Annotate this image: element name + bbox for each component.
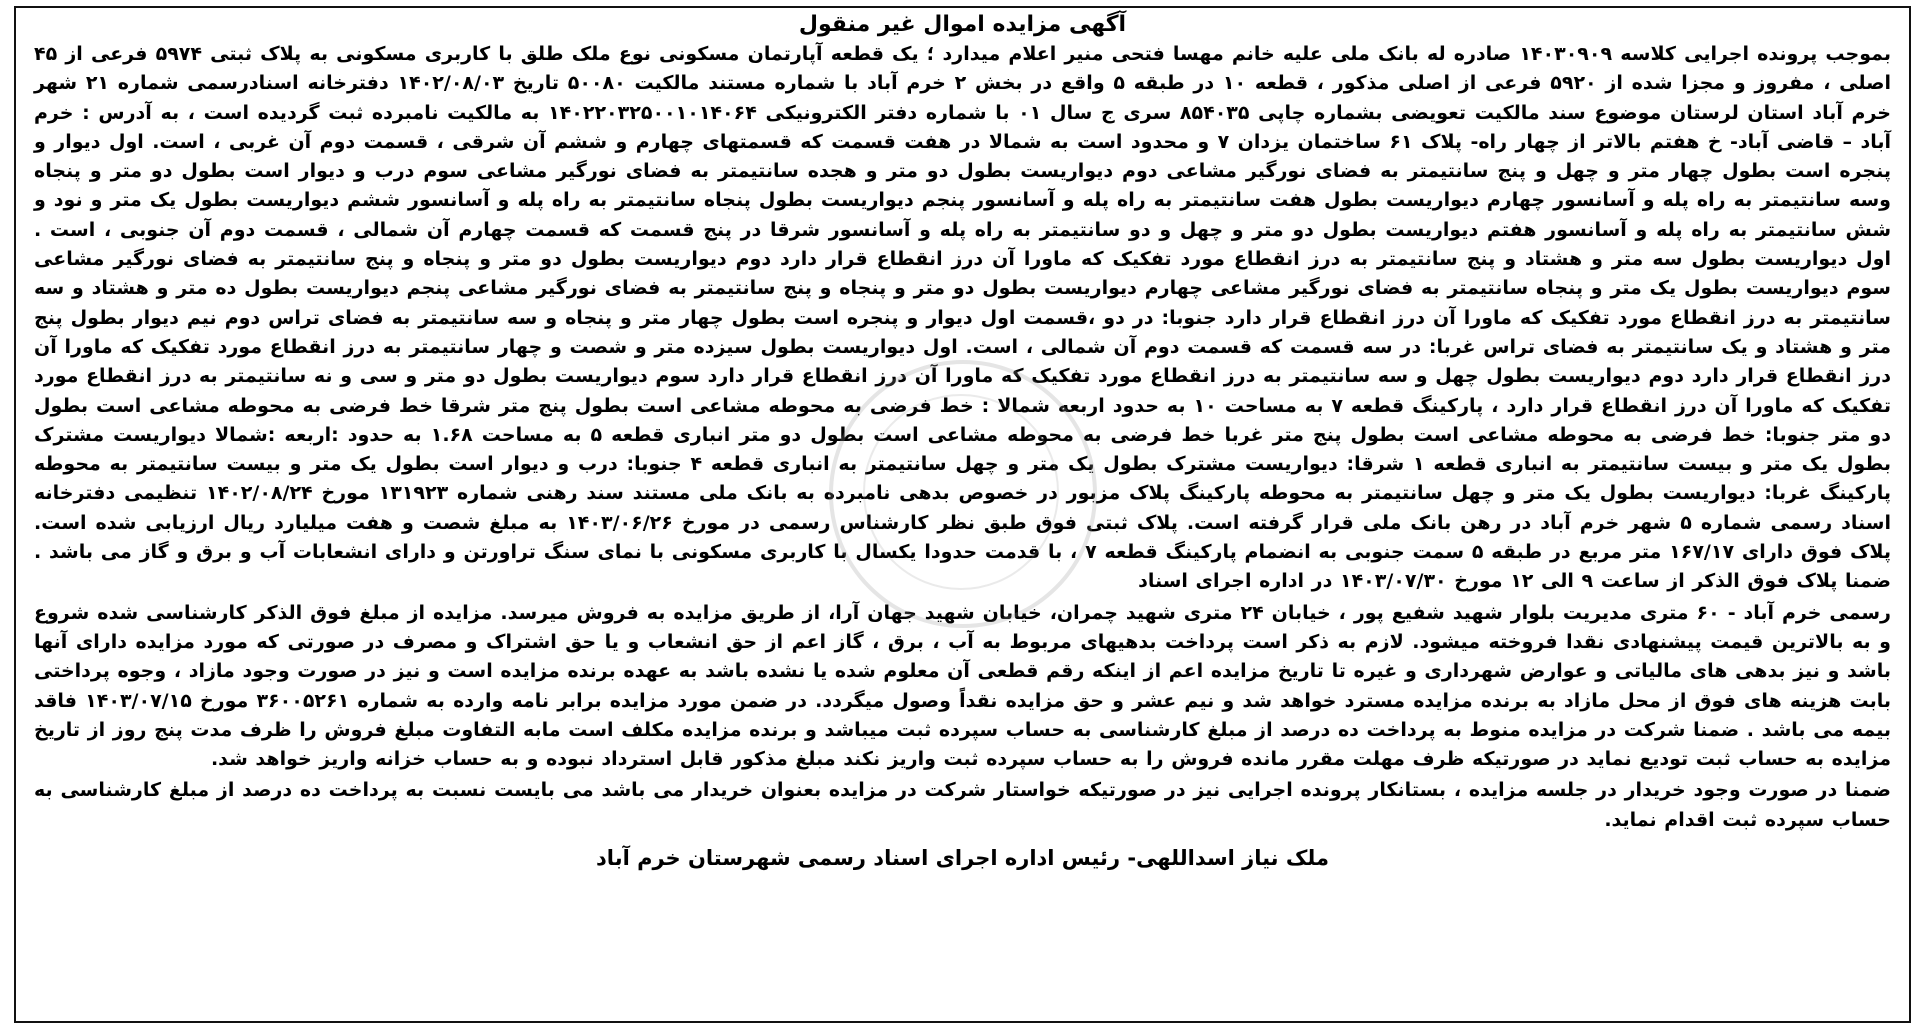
notice-title: آگهی مزایده اموال غیر منقول	[798, 12, 1127, 37]
notice-paragraph-conditions: رسمی خرم آباد - ۶۰ متری مدیریت بلوار شهید شفیع پور ، خیابان ۲۴ متری شهید چمران، خیابان شهید جهان آرا، از طریق مزایده به فروش میرسد. مزایده از مبلغ فوق الذکر کارشناسی شده شروع و به بالاترین قیمت پیشنهادی نقدا فروخته میشود. لازم به ذکر است پرداخت بدهیهای مربوط به آب ، برق ، گاز اعم از حق انشعاب و یا حق اشتراک و مصرف در صورتی که مورد مزایده دارای آنها باشد و نیز بدهی های مالیاتی و عوارض شهرداری و غیره تا تاریخ مزایده اعم از اینکه رقم قطعی آن معلوم شده یا نشده باشد به عهده برنده مزایده است و نیز در صورت وجود مازاد ، وجوه پرداختی بابت هزینه های فوق از محل مازاد به برنده مزایده مسترد خواهد شد و نیم عشر و حق مزایده نقداً وصول میگردد. در ضمن مورد مزایده برابر نامه وارده به شماره ۳۶۰۰۵۲۶۱ مورخ ۱۴۰۳/۰۷/۱۵ فاقد بیمه می باشد . ضمنا شرکت در مزایده منوط به پرداخت ده درصد از مبلغ کارشناسی به حساب سپرده ثبت میباشد و برنده مزایده مکلف است مابه التفاوت مبلغ فروش را ظرف مدت پنج روز از تاریخ مزایده به حساب ثبت تودیع نماید در صورتیکه ظرف مهلت مقرر مانده فروش را به حساب سپرده ثبت واریز نکند مبلغ مذکور قابل استرداد نبوده و به حساب خزانه واریز خواهد شد.	[34, 601, 1891, 771]
notice-paragraph-property: بموجب پرونده اجرایی کلاسه ۱۴۰۳۰۹۰۹ صادره له بانک ملی علیه خانم مهسا فتحی منیر اعلام میدارد ؛ یک قطعه آپارتمان مسکونی نوع ملک طلق با کاربری مسکونی به پلاک ثبتی ۵۹۷۴ فرعی از ۴۵ اصلی ، مفروز و مجزا شده از ۵۹۲۰ فرعی از اصلی مذکور ، قطعه ۱۰ در طبقه ۵ واقع در بخش ۲ خرم آباد با شماره مستند مالکیت ۵۰۰۸۰ تاریخ ۱۴۰۲/۰۸/۰۳ دفترخانه اسنادرسمی شماره ۲۱ شهر خرم آباد استان لرستان موضوع سند مالکیت تعویضی بشماره چاپی ۸۵۴۰۳۵ سری ج سال ۰۱ با شماره دفتر الکترونیکی ۱۴۰۲۲۰۳۲۵۰۰۱۰۱۴۰۶۴ به مالکیت نامبرده ثبت گردیده است ، به آدرس : خرم آباد – قاضی آباد- خ هفتم بالاتر از چهار راه- پلاک ۶۱ ساختمان یزدان ۷ و محدود است به شمالا در هفت قسمت که قسمتهای چهارم و ششم آن شرقی ، قسمت دوم آن غربی ، است. اول دیوار و پنجره است بطول چهار متر و چهل و پنج سانتیمتر به فضای نورگیر مشاعی دوم دیواریست بطول دو متر و هجده سانتیمتر به فضای نورگیر مشاعی سوم درب و دیوار است بطول دو متر و پنجاه وسه سانتیمتر به راه پله و آسانسور چهارم دیواریست بطول هفت سانتیمتر به راه پله و آسانسور پنجم دیواریست بطول پنجاه سانتیمتر به راه پله و آسانسور ششم دیواریست بطول یک متر و نود و شش سانتیمتر به راه پله و آسانسور هفتم دیواریست بطول دو متر و چهل و دو سانتیمتر به راه پله و آسانسور شرقا در پنج قسمت که قسمت چهارم آن شمالی ، قسمت دوم آن جنوبی ، است . اول دیواریست بطول سه متر و هشتاد و پنج سانتیمتر به درز انقطاع مورد تفکیک که ماورا آن درز انقطاع قرار دارد دوم دیواریست بطول دو متر و پنجاه و پنج سانتیمتر به فضای نورگیر مشاعی سوم دیواریست بطول یک متر و پنجاه سانتیمتر به فضای نورگیر مشاعی چهارم دیواریست بطول دو متر و پنجاه و پنج سانتیمتر به فضای نورگیر مشاعی پنجم دیواریست بطول ده متر و هشتاد و سه سانتیمتر به درز انقطاع مورد تفکیک که ماورا آن درز انقطاع قرار دارد جنوبا: در دو ،قسمت اول دیوار و پنجره است بطول چهار متر و پنجاه و سه سانتیمتر به فضای تراس دوم نیم دیوار بطول پنج متر و هشتاد و یک سانتیمتر به فضای تراس غربا: در سه قسمت که قسمت دوم آن شمالی ، است. اول دیواریست بطول سیزده متر و شصت و چهار سانتیمتر به درز انقطاع مورد تفکیک که ماورا آن درز انقطاع قرار دارد دوم دیواریست بطول چهل و سه سانتیمتر به درز انقطاع مورد تفکیک که ماورا آن درز انقطاع قرار دارد سوم دیواریست بطول دو متر و سی و نه سانتیمتر به درز انقطاع مورد تفکیک که ماورا آن درز انقطاع قرار دارد ، پارکینگ قطعه ۷ به مساحت ۱۰ به حدود اربعه شمالا : خط فرضی به محوطه مشاعی است بطول پنج متر شرقا خط فرضی به محوطه مشاعی است بطول دو متر جنوبا: خط فرضی به محوطه مشاعی است بطول پنج متر غربا خط فرضی به محوطه مشاعی است بطول دو متر انباری قطعه ۵ به مساحت ۱.۶۸ به حدود :اربعه :شمالا دیواریست مشترک بطول یک متر و بیست سانتیمتر به انباری قطعه ۱ شرقا: دیواریست مشترک بطول یک متر و چهل سانتیمتر به انباری قطعه ۴ جنوبا: درب و دیوار است بطول یک متر و بیست سانتیمتر به محوطه پارکینگ غربا: دیواریست بطول یک متر و چهل سانتیمتر به محوطه پارکینگ پلاک مزبور در خصوص بدهی نامبرده به بانک ملی مستند سند رهنی شماره ۱۳۱۹۲۳ مورخ ۱۴۰۲/۰۸/۲۴ تنظیمی دفترخانه اسناد رسمی شماره ۵ شهر خرم آباد در رهن بانک ملی قرار گرفته است. پلاک ثبتی فوق طبق نظر کارشناس رسمی در مورخ ۱۴۰۳/۰۶/۲۶ به مبلغ شصت و هفت میلیارد ریال ارزیابی شده است. پلاک فوق دارای ۱۶۷/۱۷ متر مربع در طبقه ۵ سمت جنوبی به انضمام پارکینگ قطعه ۷ ، با قدمت حدودا یکسال با کاربری مسکونی با نمای سنگ تراورتن و دارای انشعابات آب و برق و گاز می باشد . ضمنا پلاک فوق الذکر از ساعت ۹ الی ۱۲ مورخ ۱۴۰۳/۰۷/۳۰ در اداره اجرای اسناد	[34, 43, 1892, 593]
notice-signature: ملک نیاز اسداللهی- رئیس اداره اجرای اسناد رسمی شهرستان خرم آباد	[596, 846, 1329, 871]
notice-paragraph-creditor: ضمنا در صورت وجود خریدار در جلسه مزایده ، بستانکار پرونده اجرایی نیز در صورتیکه خواستار شرکت در مزایده بعنوان خریدار می باشد می بایست نسبت به پرداخت ده درصد از مبلغ کارشناسی به حساب سپرده ثبت اقدام نماید.	[34, 779, 1891, 831]
auction-notice	[14, 6, 1911, 1023]
